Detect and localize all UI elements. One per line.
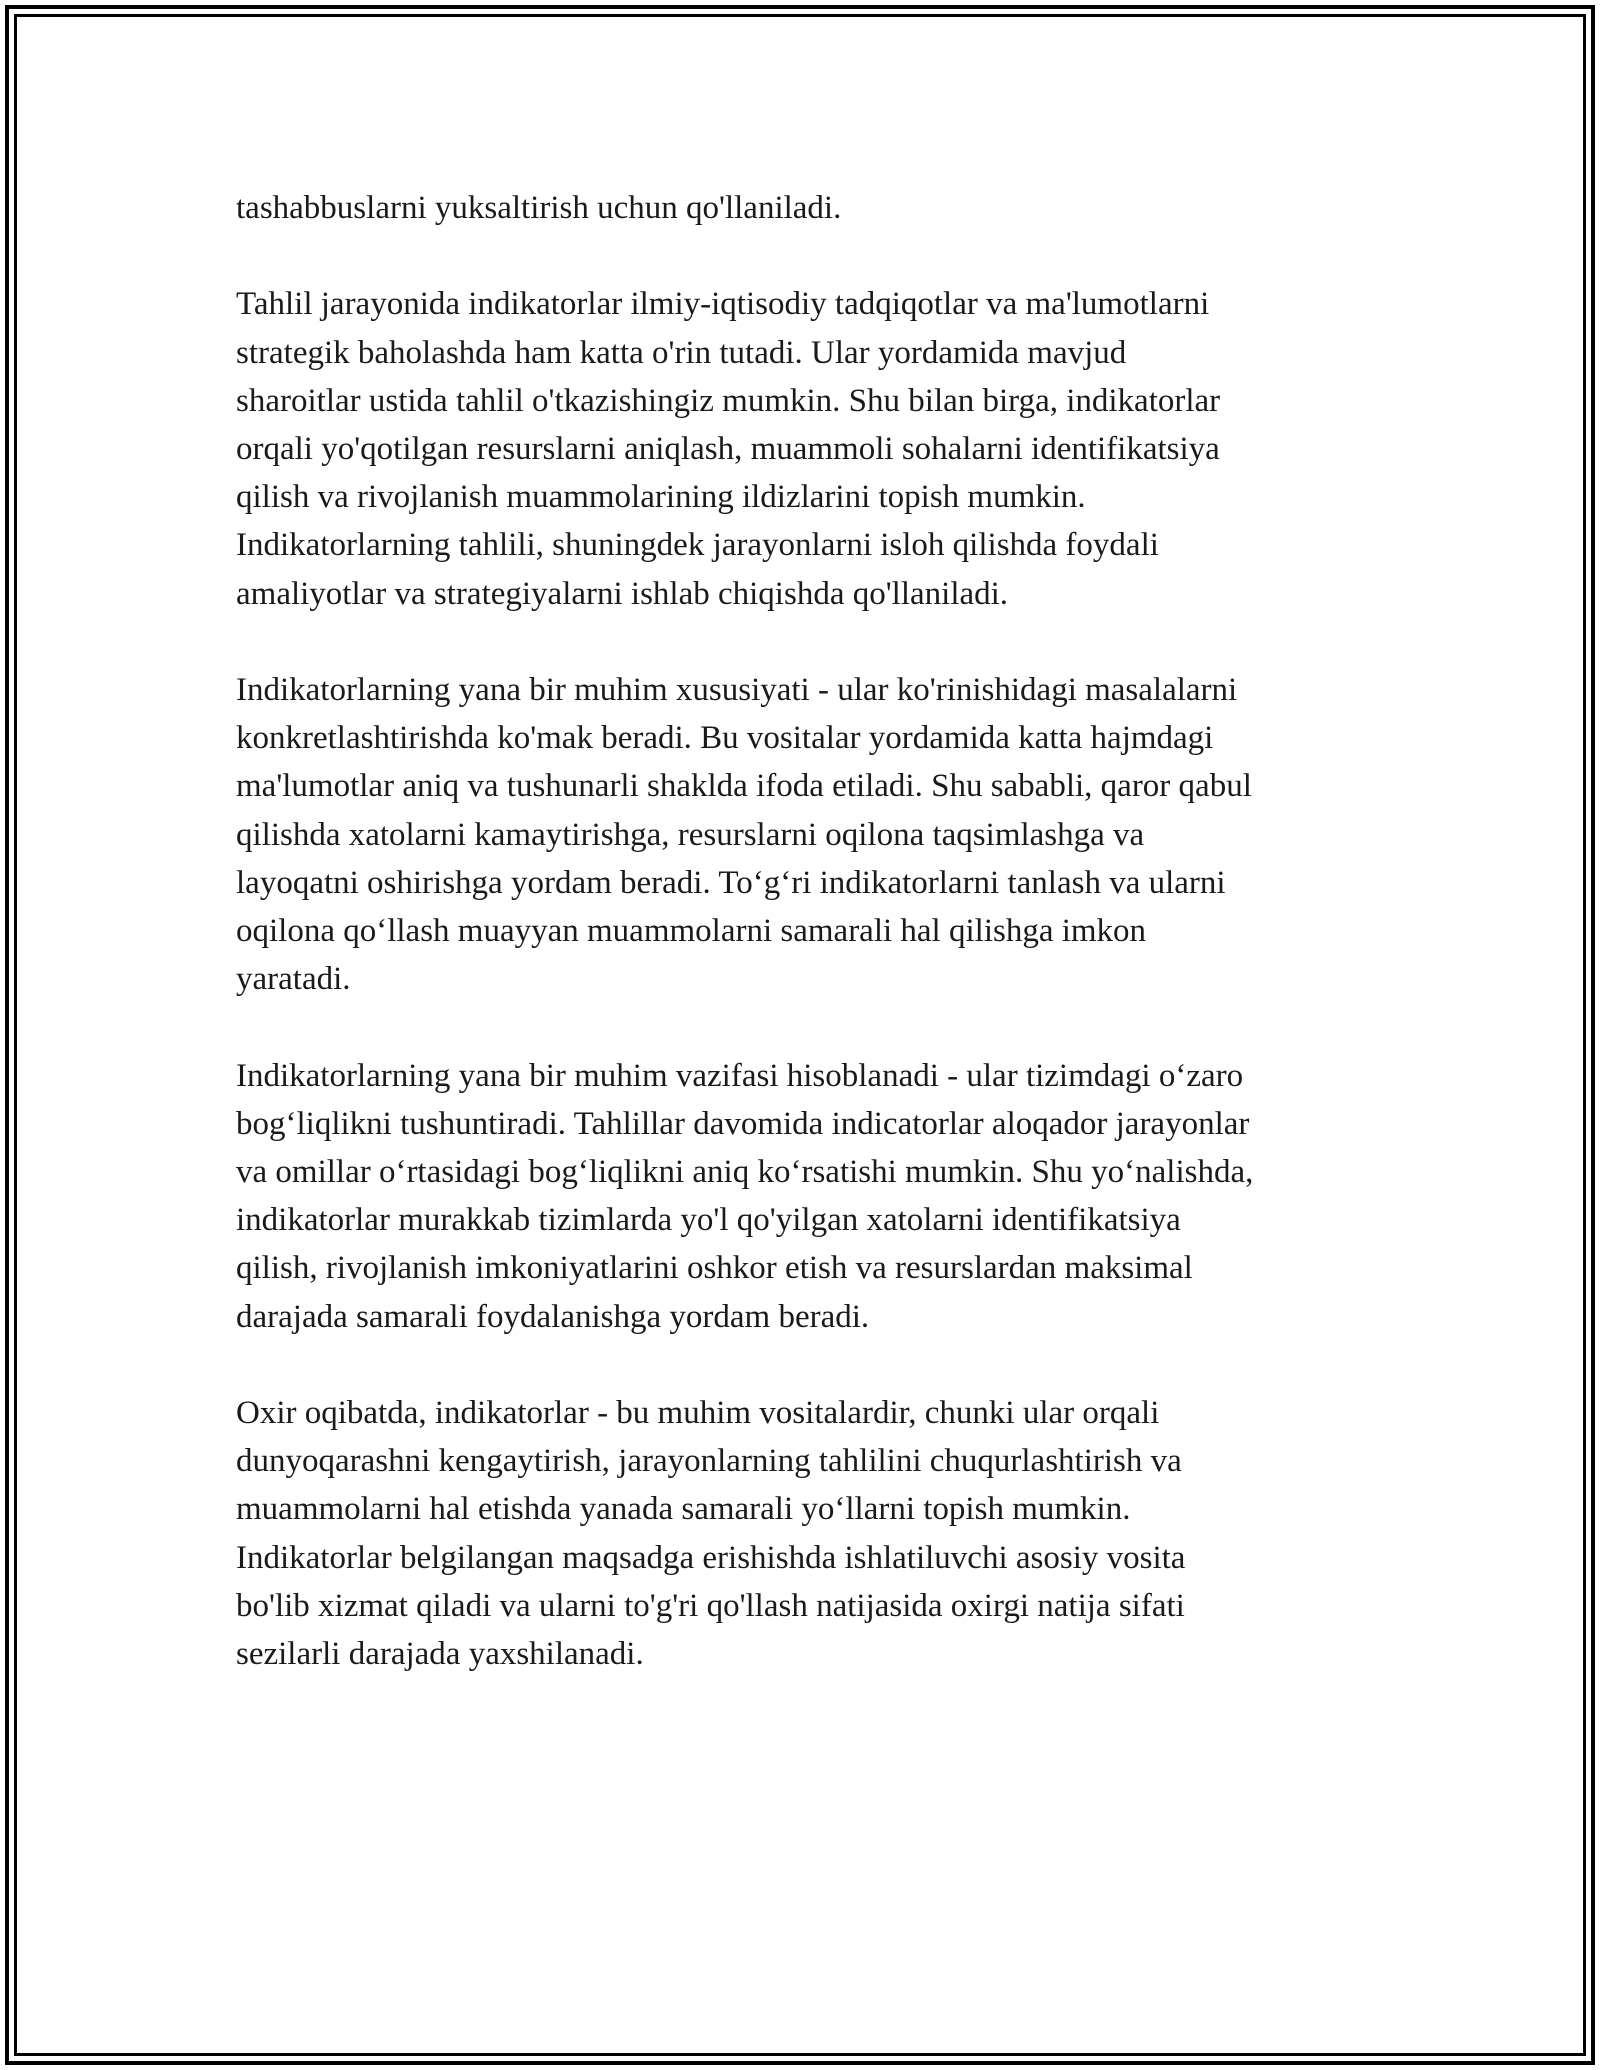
paragraph: Indikatorlarning yana bir muhim xususiyati - ular ko'rinishidagi masalalarni konkretlashtirishda ko'mak beradi. Bu vositalar yordamida katta hajmdagi ma'lumotlar aniq va tushunarli shaklda ifoda etiladi. Shu sababli, qaror qabul qilishda xatolarni kamaytirishga, resurslarni oqilona taqsimlashga va layoqatni oshirishga yordam beradi. To‘g‘ri indikatorlarni tanlash va ularni oqilona qo‘llash muayyan muammolarni samarali hal qilishga imkon yaratadi. bbox=[236, 672, 1252, 998]
paragraph: Oxir oqibatda, indikatorlar - bu muhim vositalardir, chunki ular orqali dunyoqarashni kengaytirish, jarayonlarning tahlilini chuqurlashtirish va muammolarni hal etishda yanada samarali yo‘llarni topish mumkin. Indikatorlar belgilangan maqsadga erishishda ishlatiluvchi asosiy vosita bo'lib xizmat qiladi va ularni to'g'ri qo'llash natijasida oxirgi natija sifati sezilarli darajada yaxshilanadi. bbox=[236, 1395, 1186, 1673]
paragraph: Indikatorlarning yana bir muhim vazifasi hisoblanadi - ular tizimdagi o‘zaro bog‘liqlikni tushuntiradi. Tahlillar davomida indicatorlar aloqador jarayonlar va omillar o‘rtasidagi bog‘liqlikni aniq ko‘rsatishi mumkin. Shu yo‘nalishda, indikatorlar murakkab tizimlarda yo'l qo'yilgan xatolarni identifikatsiya qilish, rivojlanish imkoniyatlarini oshkor etish va resurslardan maksimal darajada samarali foydalanishga yordam beradi. bbox=[236, 1057, 1254, 1335]
document-body bbox=[236, 184, 1396, 1726]
paragraph: tashabbuslarni yuksaltirish uchun qo'llaniladi. bbox=[236, 190, 842, 226]
paragraph: Tahlil jarayonida indikatorlar ilmiy-iqtisodiy tadqiqotlar va ma'lumotlarni strategik baholashda ham katta o'rin tutadi. Ular yordamida mavjud sharoitlar ustida tahlil o'tkazishingiz mumkin. Shu bilan birga, indikatorlar orqali yo'qotilgan resurslarni aniqlash, muammoli sohalarni identifikatsiya qilish va rivojlanish muammolarining ildizlarini topish mumkin. Indikatorlarning tahlili, shuningdek jarayonlarni isloh qilishda foydali amaliyotlar va strategiyalarni ishlab chiqishda qo'llaniladi. bbox=[236, 286, 1221, 612]
